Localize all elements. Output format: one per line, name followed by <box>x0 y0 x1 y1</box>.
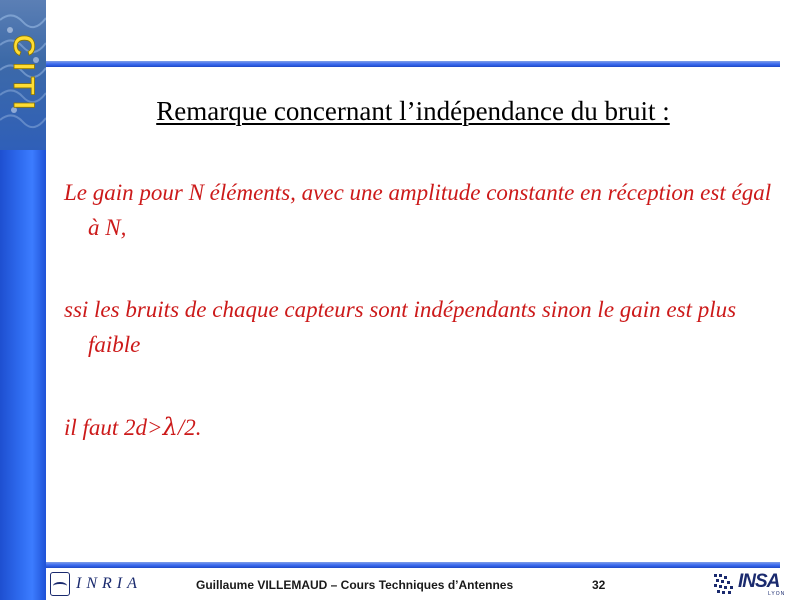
citi-logo-letters <box>0 0 46 150</box>
inria-logo-text: INRIA <box>76 575 142 592</box>
citi-logo <box>0 0 46 150</box>
paragraph-gain: Le gain pour N éléments, avec une amplitude constante en réception est égal à N, <box>64 180 772 240</box>
citi-logo-text: CITI <box>7 34 40 116</box>
insa-logo-subtext: LYON <box>768 591 786 597</box>
insa-logo-text: INSA <box>738 571 780 592</box>
paragraph-condition <box>64 410 788 445</box>
paragraph-noise: ssi les bruits de chaque capteurs sont indépendants sinon le gain est plus faible <box>64 297 737 357</box>
formula-suffix: /2. <box>177 415 202 440</box>
inria-logo <box>50 570 160 598</box>
footer-author: Guillaume VILLEMAUD – Cours Techniques d’Antennes <box>196 578 514 592</box>
slide-title: Remarque concernant l’indépendance du bruit : <box>156 96 670 126</box>
top-divider <box>46 61 780 67</box>
page-number: 32 <box>592 578 606 592</box>
lambda-symbol: λ <box>162 413 178 441</box>
insa-dots-icon <box>712 572 738 596</box>
formula-prefix: il faut 2d> <box>64 415 163 440</box>
inria-emblem-icon <box>50 572 70 596</box>
insa-logo <box>712 570 790 598</box>
bottom-divider <box>46 562 780 568</box>
